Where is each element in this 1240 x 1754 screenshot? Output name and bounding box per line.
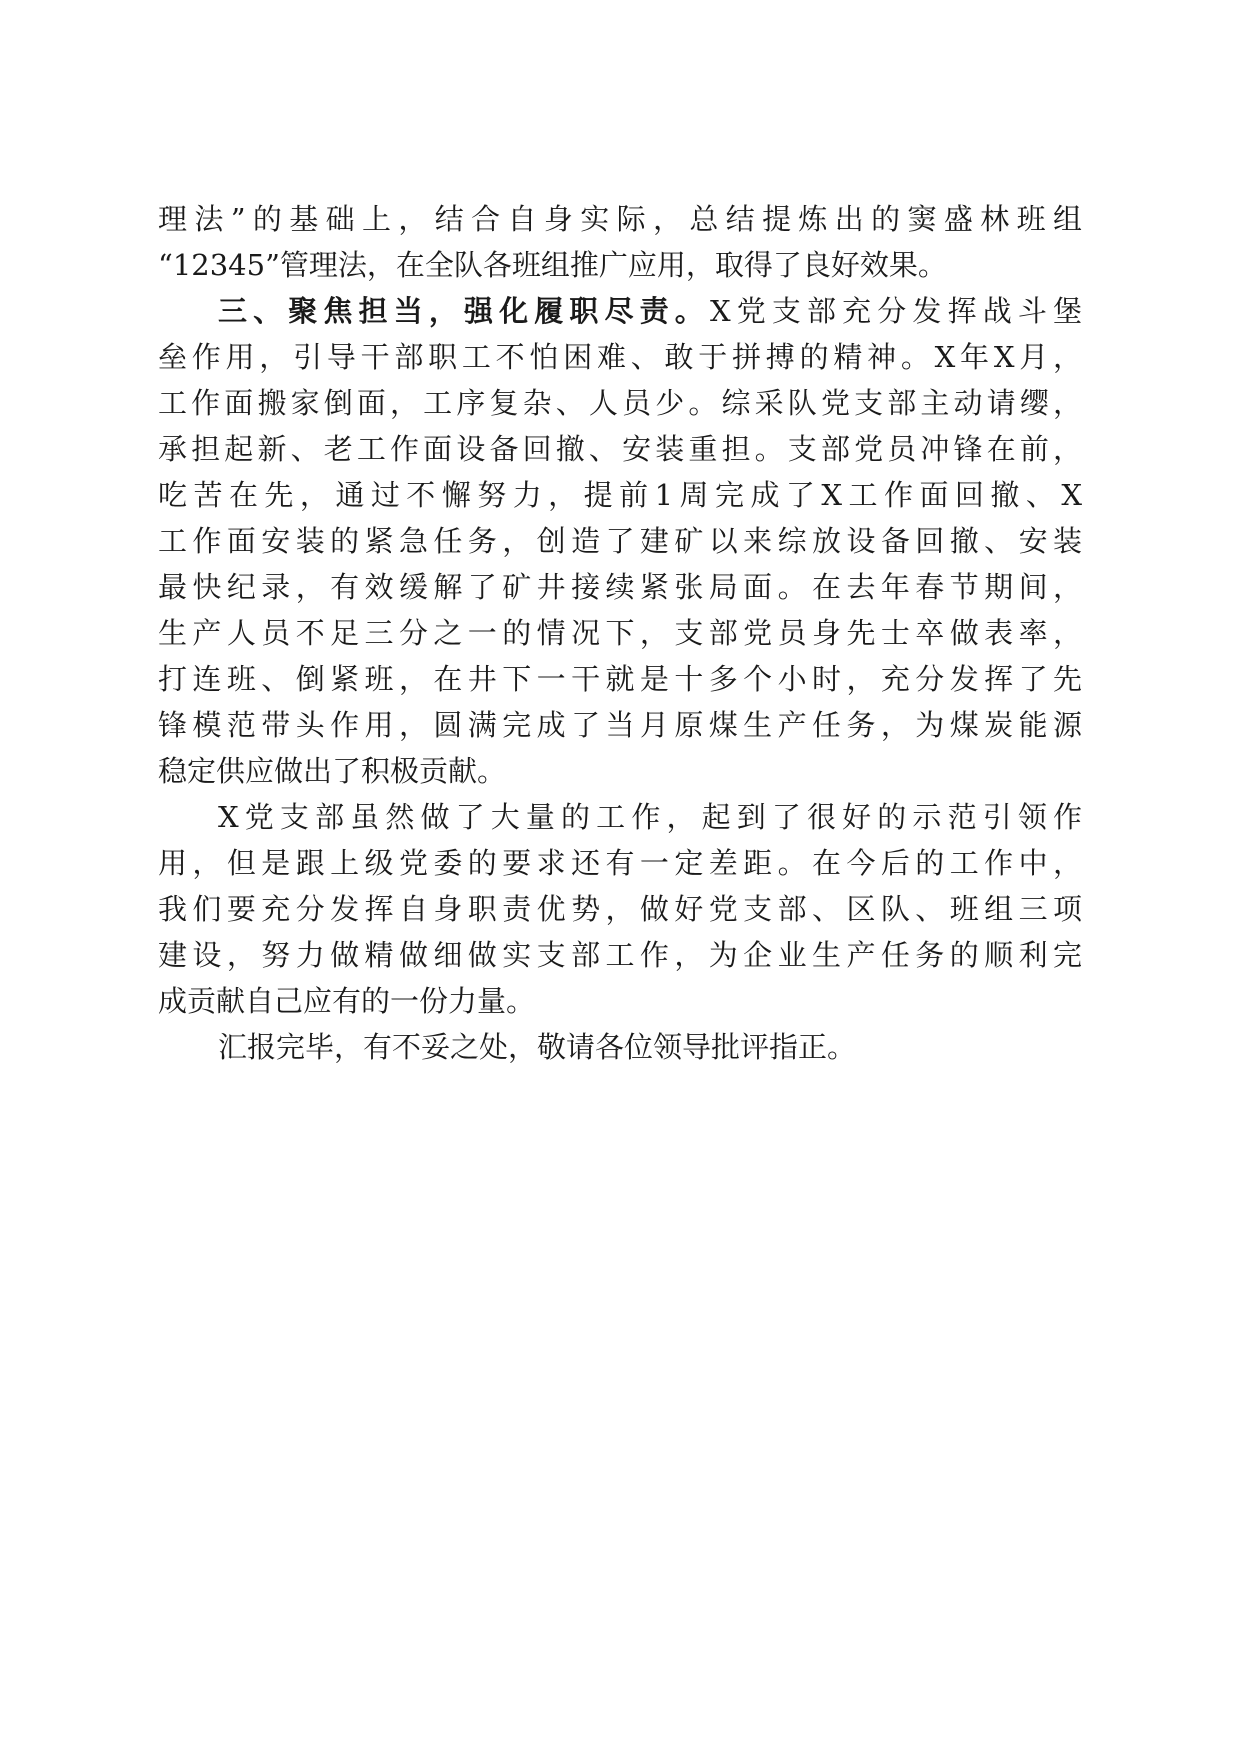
paragraph-closing xyxy=(158,1024,1082,1070)
text-line: 生产人员不足三分之一的情况下，支部党员身先士卒做表率， xyxy=(158,616,1082,650)
text-line: 成贡献自己应有的一份力量。 xyxy=(158,984,536,1018)
text-line: 稳定供应做出了积极贡献。 xyxy=(158,754,507,788)
text-line: 理法”的基础上，结合自身实际，总结提炼出的窦盛林班组 xyxy=(158,202,1082,236)
text-line: 我们要充分发挥自身职责优势，做好党支部、区队、班组三项 xyxy=(158,892,1082,926)
paragraph-summary xyxy=(158,794,1082,1024)
text-line: 打连班、倒紧班，在井下一干就是十多个小时，充分发挥了先 xyxy=(158,662,1082,696)
text-line: 锋模范带头作用，圆满完成了当月原煤生产任务，为煤炭能源 xyxy=(158,708,1082,742)
text-line xyxy=(158,288,1082,334)
text-run: X党支部充分发挥战斗堡 xyxy=(709,294,1082,328)
text-line: 汇报完毕，有不妥之处，敬请各位领导批评指正。 xyxy=(218,1030,857,1064)
text-line: 工作面安装的紧急任务，创造了建矿以来综放设备回撤、安装 xyxy=(158,524,1082,558)
text-line: 工作面搬家倒面，工序复杂、人员少。综采队党支部主动请缨， xyxy=(158,386,1082,420)
text-line: 最快纪录，有效缓解了矿井接续紧张局面。在去年春节期间， xyxy=(158,570,1082,604)
document-page xyxy=(158,196,1082,1070)
text-line: 建设，努力做精做细做实支部工作，为企业生产任务的顺利完 xyxy=(158,938,1082,972)
text-line: 承担起新、老工作面设备回撤、安装重担。支部党员冲锋在前， xyxy=(158,432,1082,466)
text-line: “12345”管理法，在全队各班组推广应用，取得了良好效果。 xyxy=(158,248,947,282)
text-line: 吃苦在先，通过不懈努力，提前1周完成了X工作面回撤、X xyxy=(158,478,1082,512)
section-heading: 三、聚焦担当，强化履职尽责。 xyxy=(218,294,710,328)
text-line: X党支部虽然做了大量的工作，起到了很好的示范引领作 xyxy=(218,800,1082,834)
paragraph-continuation xyxy=(158,196,1082,288)
text-line: 用，但是跟上级党委的要求还有一定差距。在今后的工作中， xyxy=(158,846,1082,880)
paragraph-section-three xyxy=(158,288,1082,794)
text-line: 垒作用，引导干部职工不怕困难、敢于拼搏的精神。X年X月， xyxy=(158,340,1082,374)
